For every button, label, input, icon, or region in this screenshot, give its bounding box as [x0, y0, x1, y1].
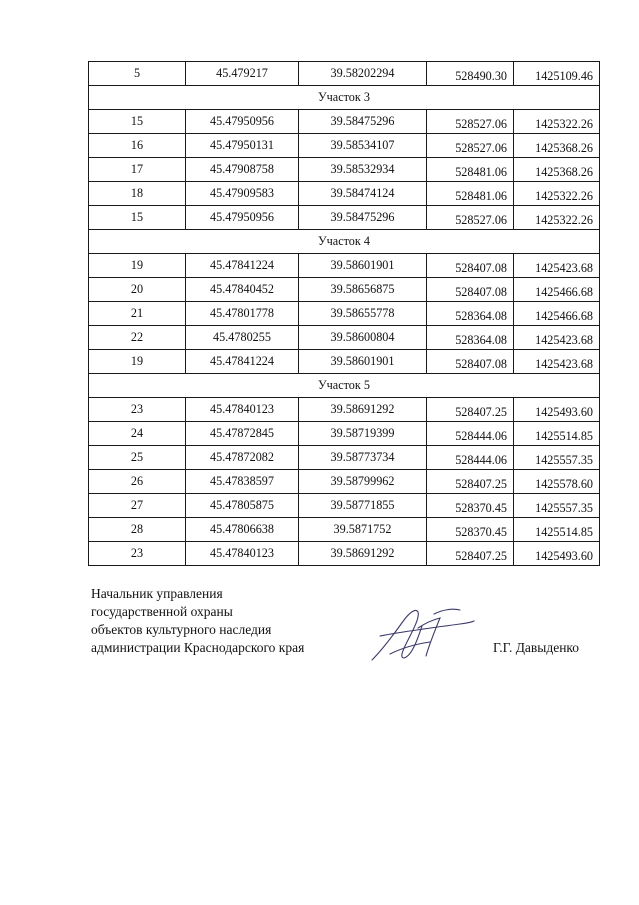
x-coordinate-cell: 528364.08	[427, 302, 514, 326]
table-row	[89, 302, 600, 326]
y-coordinate-cell: 1425493.60	[514, 398, 600, 422]
x-coordinate-cell: 528527.06	[427, 134, 514, 158]
signatory-title-line: объектов культурного наследия	[91, 622, 272, 637]
longitude-cell: 39.58799962	[299, 470, 427, 494]
y-coordinate-cell: 1425514.85	[514, 422, 600, 446]
point-number-cell: 19	[89, 350, 186, 374]
x-coordinate-cell: 528444.06	[427, 422, 514, 446]
latitude-cell: 45.47872082	[186, 446, 299, 470]
latitude-cell: 45.47950956	[186, 110, 299, 134]
table-row	[89, 254, 600, 278]
signatory-title-line: администрации Краснодарского края	[91, 640, 305, 655]
table-row	[89, 110, 600, 134]
x-coordinate-cell: 528407.25	[427, 398, 514, 422]
point-number-cell: 23	[89, 398, 186, 422]
table-row	[89, 278, 600, 302]
table-row	[89, 470, 600, 494]
table-row	[89, 446, 600, 470]
latitude-cell: 45.47840452	[186, 278, 299, 302]
longitude-cell: 39.58600804	[299, 326, 427, 350]
y-coordinate-cell: 1425109.46	[514, 62, 600, 86]
coordinates-table-body	[89, 62, 600, 566]
point-number-cell: 22	[89, 326, 186, 350]
table-row	[89, 182, 600, 206]
longitude-cell: 39.58719399	[299, 422, 427, 446]
latitude-cell: 45.47841224	[186, 350, 299, 374]
latitude-cell: 45.47908758	[186, 158, 299, 182]
point-number-cell: 23	[89, 542, 186, 566]
latitude-cell: 45.47950131	[186, 134, 299, 158]
table-row	[89, 326, 600, 350]
point-number-cell: 19	[89, 254, 186, 278]
y-coordinate-cell: 1425557.35	[514, 446, 600, 470]
latitude-cell: 45.47840123	[186, 398, 299, 422]
point-number-cell: 15	[89, 110, 186, 134]
table-row	[89, 542, 600, 566]
longitude-cell: 39.58601901	[299, 254, 427, 278]
latitude-cell: 45.47909583	[186, 182, 299, 206]
signatory-title-line: Начальник управления	[91, 586, 223, 601]
section-header-row	[89, 374, 600, 398]
x-coordinate-cell: 528370.45	[427, 494, 514, 518]
y-coordinate-cell: 1425466.68	[514, 302, 600, 326]
table-row	[89, 158, 600, 182]
latitude-cell: 45.4780255	[186, 326, 299, 350]
signatory-title	[91, 585, 304, 657]
x-coordinate-cell: 528407.08	[427, 278, 514, 302]
longitude-cell: 39.58475296	[299, 110, 427, 134]
latitude-cell: 45.47805875	[186, 494, 299, 518]
longitude-cell: 39.58656875	[299, 278, 427, 302]
longitude-cell: 39.58771855	[299, 494, 427, 518]
y-coordinate-cell: 1425423.68	[514, 350, 600, 374]
latitude-cell: 45.47841224	[186, 254, 299, 278]
longitude-cell: 39.58475296	[299, 206, 427, 230]
point-number-cell: 16	[89, 134, 186, 158]
y-coordinate-cell: 1425423.68	[514, 326, 600, 350]
point-number-cell: 25	[89, 446, 186, 470]
x-coordinate-cell: 528407.08	[427, 254, 514, 278]
y-coordinate-cell: 1425466.68	[514, 278, 600, 302]
x-coordinate-cell: 528407.25	[427, 542, 514, 566]
point-number-cell: 27	[89, 494, 186, 518]
latitude-cell: 45.47872845	[186, 422, 299, 446]
latitude-cell: 45.47950956	[186, 206, 299, 230]
y-coordinate-cell: 1425557.35	[514, 494, 600, 518]
section-label: Участок 5	[89, 374, 600, 398]
signatory-name: Г.Г. Давыденко	[493, 640, 580, 655]
table-row	[89, 494, 600, 518]
x-coordinate-cell: 528490.30	[427, 62, 514, 86]
y-coordinate-cell: 1425578.60	[514, 470, 600, 494]
point-number-cell: 24	[89, 422, 186, 446]
x-coordinate-cell: 528481.06	[427, 158, 514, 182]
longitude-cell: 39.58691292	[299, 542, 427, 566]
latitude-cell: 45.479217	[186, 62, 299, 86]
point-number-cell: 17	[89, 158, 186, 182]
y-coordinate-cell: 1425368.26	[514, 158, 600, 182]
latitude-cell: 45.47801778	[186, 302, 299, 326]
y-coordinate-cell: 1425514.85	[514, 518, 600, 542]
x-coordinate-cell: 528364.08	[427, 326, 514, 350]
y-coordinate-cell: 1425322.26	[514, 182, 600, 206]
longitude-cell: 39.58655778	[299, 302, 427, 326]
y-coordinate-cell: 1425423.68	[514, 254, 600, 278]
longitude-cell: 39.58773734	[299, 446, 427, 470]
point-number-cell: 26	[89, 470, 186, 494]
longitude-cell: 39.58601901	[299, 350, 427, 374]
x-coordinate-cell: 528370.45	[427, 518, 514, 542]
table-row	[89, 398, 600, 422]
section-header-row	[89, 86, 600, 110]
y-coordinate-cell: 1425322.26	[514, 110, 600, 134]
signatory-title-line: государственной охраны	[91, 604, 233, 619]
x-coordinate-cell: 528527.06	[427, 110, 514, 134]
x-coordinate-cell: 528407.08	[427, 350, 514, 374]
latitude-cell: 45.47838597	[186, 470, 299, 494]
y-coordinate-cell: 1425493.60	[514, 542, 600, 566]
table-row	[89, 206, 600, 230]
x-coordinate-cell: 528407.25	[427, 470, 514, 494]
longitude-cell: 39.58534107	[299, 134, 427, 158]
x-coordinate-cell: 528481.06	[427, 182, 514, 206]
y-coordinate-cell: 1425322.26	[514, 206, 600, 230]
handwritten-signature	[360, 598, 480, 673]
latitude-cell: 45.47840123	[186, 542, 299, 566]
longitude-cell: 39.5871752	[299, 518, 427, 542]
x-coordinate-cell: 528527.06	[427, 206, 514, 230]
longitude-cell: 39.58532934	[299, 158, 427, 182]
table-row	[89, 62, 600, 86]
section-label: Участок 4	[89, 230, 600, 254]
table-row	[89, 518, 600, 542]
point-number-cell: 20	[89, 278, 186, 302]
latitude-cell: 45.47806638	[186, 518, 299, 542]
coordinates-table	[88, 61, 600, 566]
point-number-cell: 5	[89, 62, 186, 86]
point-number-cell: 21	[89, 302, 186, 326]
x-coordinate-cell: 528444.06	[427, 446, 514, 470]
section-header-row	[89, 230, 600, 254]
point-number-cell: 18	[89, 182, 186, 206]
point-number-cell: 15	[89, 206, 186, 230]
table-row	[89, 134, 600, 158]
y-coordinate-cell: 1425368.26	[514, 134, 600, 158]
table-row	[89, 350, 600, 374]
longitude-cell: 39.58691292	[299, 398, 427, 422]
table-row	[89, 422, 600, 446]
point-number-cell: 28	[89, 518, 186, 542]
section-label: Участок 3	[89, 86, 600, 110]
longitude-cell: 39.58474124	[299, 182, 427, 206]
longitude-cell: 39.58202294	[299, 62, 427, 86]
